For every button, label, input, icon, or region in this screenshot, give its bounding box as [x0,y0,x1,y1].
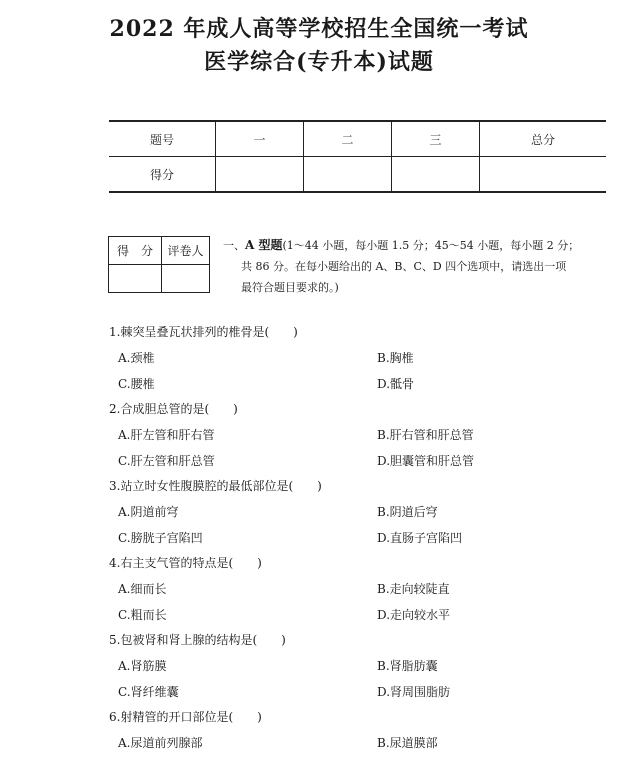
question-option: B.肾脂肪囊 [377,659,438,673]
score-table-score-row [109,157,606,193]
question-option: B.胸椎 [377,351,414,365]
score-cell-part2 [304,157,392,193]
question-option: C.膀胱子宫陷凹 [118,531,203,545]
question-option: A.阴道前穹 [118,505,179,519]
score-cell-part3 [392,157,480,193]
section-instructions-line1 [223,235,603,256]
score-header-part3: 三 [392,121,480,157]
score-header-part1: 一 [216,121,304,157]
question-option: D.胆囊管和肝总管 [377,454,475,468]
section-text-line2: 共 86 分。在每小题给出的 A、B、C、D 四个选项中，请选出一项 [241,260,567,273]
section-text-line1: (1～44 小题，每小题 1.5 分；45～54 小题，每小题 2 分； [282,239,580,252]
question-option: B.肝右管和肝总管 [377,428,474,442]
question-option: D.直肠子宫陷凹 [377,531,463,545]
question-option: A.肾筋膜 [118,659,167,673]
score-table [109,120,606,193]
question-option: B.尿道膜部 [377,736,438,750]
grader-name-label: 评卷人 [162,237,210,265]
score-header-total: 总分 [480,121,607,157]
section-instructions [223,235,603,298]
score-cell-part1 [216,157,304,193]
question-option: A.肝左管和肝右管 [118,428,215,442]
question-option: A.颈椎 [118,351,155,365]
question-option: A.尿道前列腺部 [118,736,203,750]
grader-score-cell [109,265,162,293]
question-option: C.肾纤维囊 [118,685,179,699]
exam-title-line2: 医学综合(专升本)试题 [204,49,434,75]
exam-title-line1: 2022 年成人高等学校招生全国统一考试 [109,16,529,42]
section-prefix: 一、 [223,239,245,252]
grader-table [108,236,210,293]
grader-score-label: 得 分 [109,237,162,265]
score-header-question-no: 题号 [109,121,216,157]
question-option: D.骶骨 [377,377,415,391]
question-option: B.阴道后穹 [377,505,438,519]
score-table-header-row [109,121,606,157]
score-header-part2: 二 [304,121,392,157]
question-option: D.走向较水平 [377,608,451,622]
question-option: D.肾周围脂肪 [377,685,451,699]
section-title: A 型题 [245,238,283,252]
question-stem: 4.右主支气管的特点是( ) [109,556,262,570]
question-stem: 3.站立时女性腹膜腔的最低部位是( ) [109,479,322,493]
question-stem: 1.棘突呈叠瓦状排列的椎骨是( ) [109,325,298,339]
score-row-label: 得分 [109,157,216,193]
question-stem: 6.射精管的开口部位是( ) [109,710,262,724]
grader-name-cell [162,265,210,293]
question-option: C.粗而长 [118,608,167,622]
section-text-line3: 最符合题目要求的。) [241,281,339,294]
question-option: C.腰椎 [118,377,155,391]
question-option: C.肝左管和肝总管 [118,454,215,468]
question-stem: 2.合成胆总管的是( ) [109,402,238,416]
score-cell-total [480,157,607,193]
question-option: B.走向较陡直 [377,582,450,596]
question-stem: 5.包被肾和肾上腺的结构是( ) [109,633,286,647]
question-option: A.细而长 [118,582,167,596]
